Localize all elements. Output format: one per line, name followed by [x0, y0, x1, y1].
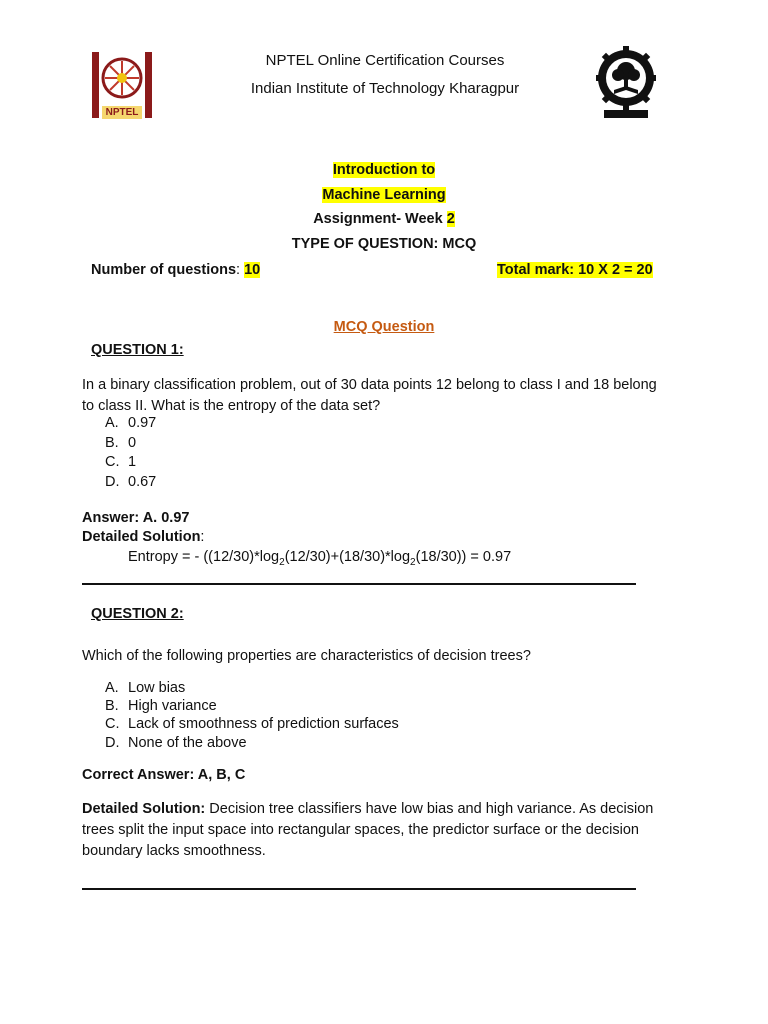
week-number: 2 [446, 211, 455, 227]
q2-solution-text-1: Decision tree classifiers have low bias and high variance. As decision [205, 801, 654, 817]
q2-option-b [105, 698, 217, 714]
title-line-2-wrap [0, 187, 768, 203]
q2-option-b-letter: B. [105, 698, 119, 714]
divider-1 [82, 583, 636, 585]
num-questions-value: 10 [244, 262, 261, 278]
number-of-questions [91, 262, 260, 278]
q2-answer: Correct Answer: A, B, C [82, 767, 246, 783]
nptel-logo-text: NPTEL [105, 107, 139, 118]
q2-option-a [105, 680, 185, 696]
q2-solution-line-2: trees split the input space into rectangular spaces, the predictor surface or the decision [82, 822, 639, 838]
header-line-2: Indian Institute of Technology Kharagpur [250, 80, 520, 97]
q1-option-a-text: 0.97 [128, 415, 157, 431]
q2-option-a-letter: A. [105, 680, 119, 696]
q1-option-c-letter: C. [105, 454, 120, 470]
q1-solution-label: Detailed Solution [82, 529, 201, 545]
q2-solution-line-1 [82, 801, 653, 817]
section-heading: MCQ Question [333, 319, 435, 335]
q1-option-b [105, 435, 136, 451]
total-mark: Total mark: 10 X 2 = 20 [497, 262, 653, 278]
q2-option-b-text: High variance [128, 698, 217, 714]
q2-option-a-text: Low bias [128, 680, 186, 696]
formula-subscript-2: 2 [410, 556, 416, 568]
iit-kharagpur-seal [594, 44, 658, 120]
q2-option-c-letter: C. [105, 716, 120, 732]
divider-2 [82, 888, 636, 890]
question-1-text-line-1: In a binary classification problem, out of 30 data points 12 belong to class I and 18 belong [82, 377, 657, 393]
q2-solution-label: Detailed Solution: [82, 801, 206, 817]
q2-option-d-text: None of the above [128, 735, 247, 751]
total-mark-wrap [497, 262, 653, 278]
question-2-text: Which of the following properties are characteristics of decision trees? [82, 648, 531, 664]
q1-option-a-letter: A. [105, 415, 119, 431]
q1-entropy-formula [128, 549, 511, 568]
question-1-heading: QUESTION 1: [91, 342, 184, 358]
q2-solution-line-3: boundary lacks smoothness. [82, 843, 266, 859]
question-1-text-line-2: to class II. What is the entropy of the data set? [82, 398, 381, 414]
q1-option-d-text: 0.67 [128, 474, 157, 490]
q1-option-c [105, 454, 136, 470]
formula-subscript-1: 2 [279, 556, 285, 568]
title-line-1-wrap [0, 162, 768, 178]
num-questions-label: Number of questions [91, 262, 237, 278]
nptel-logo [90, 50, 154, 122]
q2-option-c-text: Lack of smoothness of prediction surfaces [128, 716, 399, 732]
q1-solution-colon: : [200, 529, 205, 545]
q1-option-d-letter: D. [105, 474, 120, 490]
q1-answer: Answer: A. 0.97 [82, 510, 190, 526]
q2-option-d [105, 735, 247, 751]
question-type: TYPE OF QUESTION: MCQ [291, 236, 477, 252]
formula-part-3: (18/30)) = 0.97 [415, 549, 512, 565]
num-questions-sep: : [236, 262, 245, 278]
header-line-1: NPTEL Online Certification Courses [265, 52, 505, 69]
q1-option-b-text: 0 [128, 435, 137, 451]
q2-option-d-letter: D. [105, 735, 120, 751]
q1-option-d [105, 474, 156, 490]
formula-part-2: (12/30)+(18/30)*log [284, 549, 411, 565]
title-line-1: Introduction to [332, 162, 436, 178]
title-line-3: Assignment- Week [313, 211, 447, 227]
q1-solution-label-wrap [82, 529, 204, 545]
title-line-3-wrap [0, 211, 768, 227]
question-2-heading: QUESTION 2: [91, 606, 184, 622]
formula-part-1: Entropy = - ((12/30)*log [128, 549, 280, 565]
title-line-2: Machine Learning [322, 187, 446, 203]
q1-option-a [105, 415, 156, 431]
q2-option-c [105, 716, 399, 732]
q1-option-b-letter: B. [105, 435, 119, 451]
q1-option-c-text: 1 [128, 454, 137, 470]
